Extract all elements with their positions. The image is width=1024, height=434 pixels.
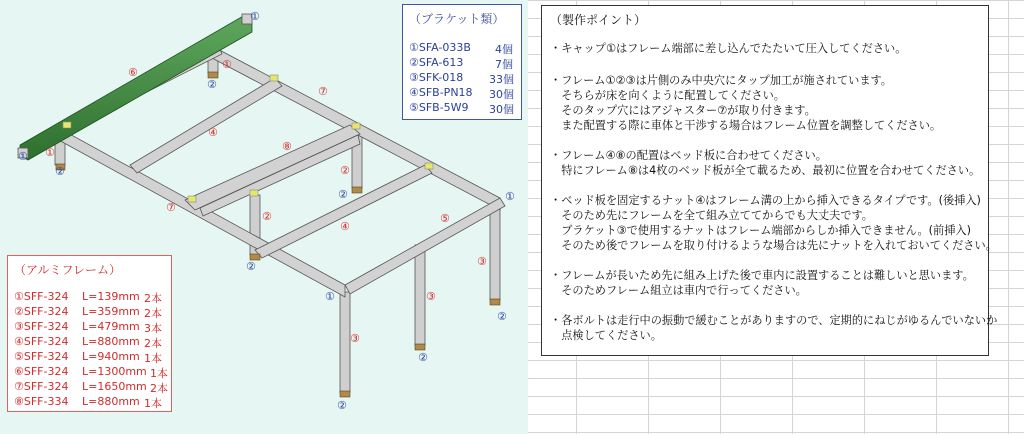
callout-1-frame: ① [45, 146, 55, 159]
alum-row [14, 320, 172, 333]
bracket-row [409, 86, 519, 99]
production-points [541, 5, 998, 356]
callout-2-frame: ② [262, 210, 272, 223]
callout-1: ① [505, 190, 515, 203]
alum-code: ⑥SFF-324 [14, 365, 69, 378]
brackets-title: （ブラケット類） [409, 12, 505, 26]
alum-qty: 1本 [144, 397, 162, 410]
alum-length: L=479mm [82, 320, 140, 333]
alum-length: L=880mm [82, 395, 140, 408]
alum-length: L=1300mm [82, 365, 147, 378]
alum-row [14, 365, 172, 378]
callout-4: ④ [208, 126, 218, 139]
alum-qty: 2本 [144, 337, 162, 350]
callout-6: ⑥ [128, 66, 138, 79]
callout-2: ② [55, 165, 65, 178]
bracket-name: ②SFA-613 [409, 56, 464, 69]
alum-qty: 1本 [150, 367, 168, 380]
bracket-block [270, 75, 278, 81]
alum-row [14, 395, 172, 408]
alum-length: L=940mm [82, 350, 140, 363]
frame-8-center-b [200, 135, 360, 216]
bracket-block [63, 122, 71, 128]
aluminum-frame-list [7, 255, 172, 412]
alum-qty: 2本 [144, 307, 162, 320]
post-front-center [415, 245, 425, 345]
bracket-name: ①SFA-033B [409, 41, 471, 54]
callout-1: ① [250, 10, 260, 23]
alum-code: ⑧SFF-334 [14, 395, 69, 408]
alum-length: L=880mm [82, 335, 140, 348]
points-title: （製作ポイント） [550, 13, 647, 27]
callout-7: ⑦ [318, 85, 328, 98]
alum-row [14, 290, 172, 303]
alum-code: ④SFF-324 [14, 335, 69, 348]
alum-row [14, 305, 172, 318]
alum-qty: 2本 [150, 382, 168, 395]
callout-3: ③ [426, 290, 436, 303]
bracket-qty: 30個 [489, 88, 514, 101]
alum-code: ①SFF-324 [14, 290, 69, 303]
bracket-qty: 33個 [489, 73, 514, 86]
callout-5: ⑤ [440, 212, 450, 225]
callout-7: ⑦ [166, 201, 176, 214]
callout-3: ③ [350, 332, 360, 345]
bracket-name: ④SFB-PN18 [409, 86, 473, 99]
alum-qty: 3本 [144, 322, 162, 335]
points-line: ブラケット③で使用するナットはフレーム端部からしか挿入できません。(前挿入) [550, 224, 971, 237]
points-line: そのため先にフレームを全て組み立ててからでも大丈夫です。 [550, 209, 873, 222]
callout-2: ② [338, 188, 348, 201]
alum-code: ⑤SFF-324 [14, 350, 69, 363]
points-line: ・フレームが長いため先に組み上げた後で車内に設置することは難しいと思います。 [550, 269, 974, 282]
points-line: そのためフレーム組立は車内で行ってください。 [550, 284, 807, 297]
callout-2: ② [337, 399, 347, 412]
post-front-corner [340, 292, 350, 392]
adjuster-foot [490, 299, 500, 305]
alum-row [14, 350, 172, 363]
callout-2: ② [418, 351, 428, 364]
alum-length: L=359mm [82, 305, 140, 318]
bracket-name: ③SFK-018 [409, 71, 464, 84]
callout-2: ② [207, 78, 217, 91]
alum-qty: 1本 [144, 352, 162, 365]
alum-row [14, 335, 172, 348]
points-line: ・フレーム①②③は片側のみ中央穴にタップ加工が施されています。 [550, 74, 892, 87]
post-right [490, 205, 500, 300]
alum-length: L=1650mm [82, 380, 147, 393]
alum-code: ③SFF-324 [14, 320, 69, 333]
alum-title: （アルミフレーム） [14, 263, 122, 277]
bracket-qty: 4個 [495, 43, 513, 56]
bracket-row [409, 101, 519, 114]
alum-qty: 2本 [144, 292, 162, 305]
callout-8: ⑧ [282, 140, 292, 153]
bracket-block [352, 123, 360, 129]
points-line: また配置する際に車体と干渉する場合はフレーム位置を調整してください。 [550, 119, 942, 132]
bracket-row [409, 56, 519, 69]
callout-4: ④ [340, 220, 350, 233]
callout-1: ① [18, 150, 28, 163]
adjuster-foot [340, 391, 350, 397]
points-line: そちらが床を向くように配置してください。 [550, 89, 785, 102]
callout-3: ③ [477, 255, 487, 268]
brackets-list [402, 4, 522, 120]
points-line: そのタップ穴にはアジャスター⑦が取り付きます。 [550, 104, 816, 117]
bracket-row [409, 41, 519, 54]
frame-4-upper [130, 78, 282, 173]
bracket-block [250, 190, 258, 196]
adjuster-foot [415, 344, 425, 350]
points-line: ・ベッド板を固定するナット④はフレーム溝の上から挿入できるタイプです。(後挿入) [550, 194, 981, 207]
bracket-row [409, 71, 519, 84]
bracket-qty: 7個 [495, 58, 513, 71]
alum-length: L=139mm [82, 290, 140, 303]
adjuster-foot [352, 187, 362, 193]
bracket-name: ⑤SFB-5W9 [409, 101, 469, 114]
alum-code: ⑦SFF-324 [14, 380, 69, 393]
callout-2: ② [497, 310, 507, 323]
points-line: ・キャップ①はフレーム端部に差し込んでたたいて圧入してください。 [550, 42, 907, 55]
points-line: そのため後でフレームを取り付けるような場合は先にナットを入れておいてください。 [550, 239, 997, 252]
callout-1-frame: ① [222, 58, 232, 71]
alum-row [14, 380, 172, 393]
bracket-block [188, 196, 196, 202]
bracket-block [425, 163, 433, 169]
points-line: ・フレーム④⑧の配置はベッド板に合わせてください。 [550, 149, 827, 162]
points-line: ・各ボルトは走行中の振動で緩むことがありますので、定期的にねじがゆるんでいないか [550, 314, 998, 327]
callout-2: ② [246, 260, 256, 273]
alum-code: ②SFF-324 [14, 305, 69, 318]
callout-2-frame: ② [340, 164, 350, 177]
callout-1: ① [325, 290, 335, 303]
bracket-qty: 30個 [489, 103, 514, 116]
points-line: 点検してください。 [550, 329, 662, 342]
points-line: 特にフレーム⑧は4枚のベッド板が全て載るため、最初に位置を合わせてください。 [550, 164, 981, 177]
